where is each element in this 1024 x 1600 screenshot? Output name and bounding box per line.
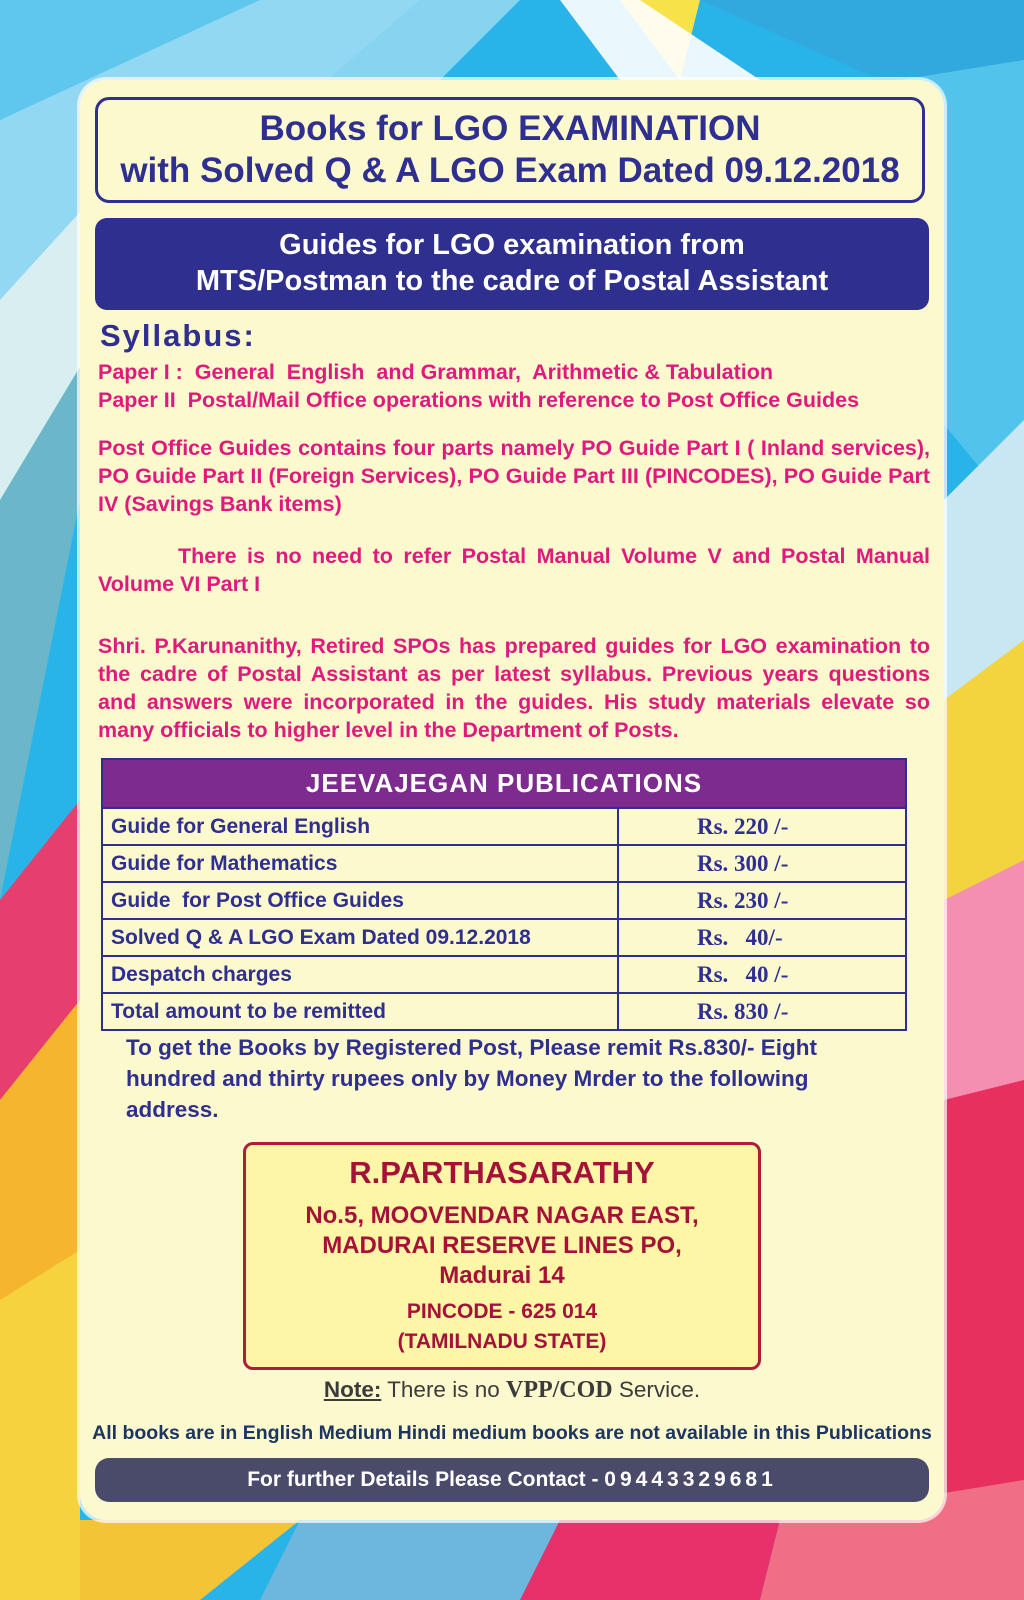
publications-table — [101, 758, 907, 1031]
author-paragraph: Shri. P.Karunanithy, Retired SPOs has prepared guides for LGO examination to the cadre of Postal Assistant as per latest syllabus. Previous years questions and answers were incorporated in the guides. His study materials elevate so many officials to higher level in the Department of Posts. — [98, 634, 930, 742]
item-price: Rs. 40/- — [618, 919, 906, 956]
address-lines — [246, 1201, 758, 1291]
remit-instructions: To get the Books by Registered Post, Please remit Rs.830/- Eight hundred and thirty rupees only by Money Mrder to the following address. — [126, 1035, 818, 1122]
publications-header: JEEVAJEGAN PUBLICATIONS — [102, 759, 906, 808]
contact-label: For further Details Please Contact - — [247, 1468, 605, 1491]
contact-number: 09443329681 — [604, 1468, 777, 1491]
note-text-after: Service. — [612, 1377, 701, 1402]
po-guides-paragraph: Post Office Guides contains four parts namely PO Guide Part I ( Inland services), PO Guide Part II (Foreign Services), PO Guide Part III (PINCODES), PO Guide Part IV (Savings Bank items) — [98, 436, 930, 516]
title-line-1: Books for LGO EXAMINATION — [259, 109, 761, 148]
note-bold: VPP/COD — [505, 1377, 613, 1403]
pincode: PINCODE - 625 014 — [406, 1300, 598, 1323]
note-text-before: There is no — [381, 1377, 506, 1402]
item-price: Rs. 40 /- — [618, 956, 906, 993]
note-label: Note: — [323, 1377, 382, 1402]
item-name: Guide for Mathematics — [102, 845, 618, 882]
title-box — [95, 97, 925, 203]
item-price: Rs. 830 /- — [618, 993, 906, 1030]
title-line-2: with Solved Q & A LGO Exam Dated 09.12.2018 — [120, 151, 900, 190]
paper-1: Paper I : General English and Grammar, Arithmetic & Tabulation — [98, 360, 774, 384]
table-row — [102, 845, 906, 882]
table-row — [102, 808, 906, 845]
item-price: Rs. 220 /- — [618, 808, 906, 845]
note — [80, 1377, 944, 1404]
no-need-paragraph — [98, 542, 930, 598]
table-row — [102, 956, 906, 993]
paper-list — [98, 358, 930, 414]
state: (TAMILNADU STATE) — [397, 1330, 607, 1353]
recipient-name: R.PARTHASARATHY — [349, 1155, 655, 1190]
guides-banner — [95, 218, 929, 310]
item-name: Guide for General English — [102, 808, 618, 845]
item-price: Rs. 300 /- — [618, 845, 906, 882]
guides-line-2: MTS/Postman to the cadre of Postal Assistant — [195, 265, 829, 297]
item-name: Guide for Post Office Guides — [102, 882, 618, 919]
flyer-card — [80, 80, 944, 1520]
medium-notice: All books are in English Medium Hindi medium books are not available in this Publications — [92, 1422, 932, 1444]
pincode-block — [246, 1297, 758, 1357]
item-name: Total amount to be remitted — [102, 993, 618, 1030]
paper-2: Paper II Postal/Mail Office operations with reference to Post Office Guides — [98, 388, 860, 412]
item-name: Solved Q & A LGO Exam Dated 09.12.2018 — [102, 919, 618, 956]
contact-bar — [95, 1458, 929, 1502]
table-row — [102, 882, 906, 919]
syllabus-heading: Syllabus: — [100, 318, 256, 353]
address-line-3: Madurai 14 — [439, 1262, 565, 1289]
no-need-text: There is no need to refer Postal Manual Volume V and Postal Manual Volume VI Part I — [98, 544, 930, 596]
table-row — [102, 919, 906, 956]
guides-line-1: Guides for LGO examination from — [279, 229, 745, 261]
item-price: Rs. 230 /- — [618, 882, 906, 919]
item-name: Despatch charges — [102, 956, 618, 993]
address-box — [243, 1142, 761, 1370]
address-line-1: No.5, MOOVENDAR NAGAR EAST, — [305, 1202, 699, 1229]
table-row — [102, 993, 906, 1030]
address-line-2: MADURAI RESERVE LINES PO, — [322, 1232, 682, 1259]
